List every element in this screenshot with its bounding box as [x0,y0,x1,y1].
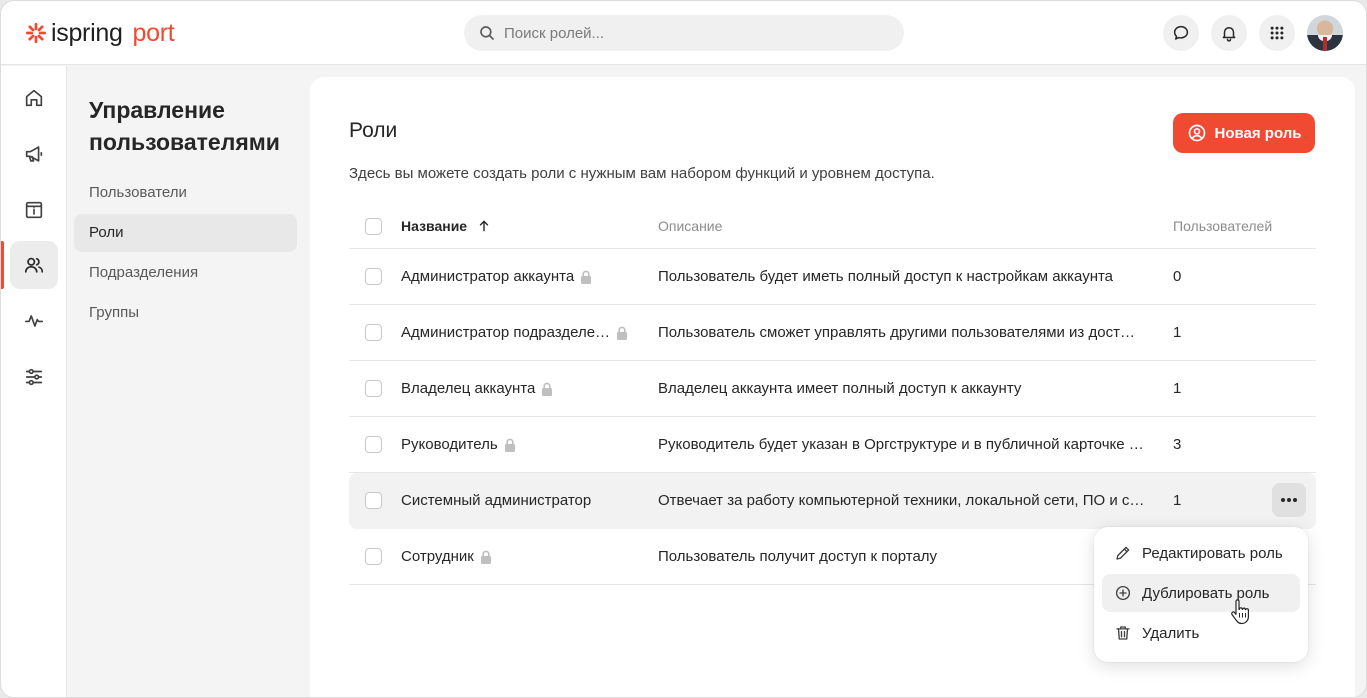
apps-grid-button[interactable] [1259,15,1295,51]
menu-item-label: Редактировать роль [1142,544,1283,562]
left-nav-rail [1,66,67,698]
row-checkbox[interactable] [365,492,382,509]
select-all-checkbox[interactable] [365,218,382,235]
catalog-icon [23,199,45,221]
role-description: Пользователь сможет управлять другими пользователями из дост… [658,324,1135,341]
megaphone-icon [23,143,45,165]
role-description: Пользователь получит доступ к порталу [658,548,938,565]
home-icon [23,87,45,109]
sort-ascending-icon [477,219,491,233]
chat-bubble-icon [1172,24,1190,42]
page-description: Здесь вы можете создать роли с нужным вам набором функций и уровнем доступа. [349,165,935,182]
column-header-name[interactable] [401,203,491,249]
role-description: Пользователь будет иметь полный доступ к настройкам аккаунта [658,268,1114,285]
column-name-label: Название [401,218,468,234]
plus-circle-icon [1114,584,1132,602]
role-users-count: 3 [1173,436,1182,453]
lock-icon [541,382,553,396]
new-role-label: Новая роль [1214,124,1302,142]
hand-cursor-icon [1230,599,1250,625]
more-horizontal-icon [1280,497,1298,503]
sidebar-item-users[interactable]: Пользователи [89,184,187,201]
rail-item-activity[interactable] [10,297,58,345]
menu-item-label: Удалить [1142,624,1200,642]
lock-icon [504,438,516,452]
role-name: Сотрудник [401,548,474,565]
trash-icon [1114,624,1132,642]
role-users-count: 0 [1173,268,1182,285]
logo-asterisk-icon [25,22,47,44]
search-icon [478,24,496,42]
new-role-button[interactable] [1173,113,1315,153]
chat-button[interactable] [1163,15,1199,51]
lock-icon [580,270,592,284]
role-name-cell [401,529,492,585]
row-checkbox[interactable] [365,324,382,341]
user-avatar[interactable] [1307,15,1343,51]
role-name-cell [401,249,592,305]
row-context-menu [1094,527,1308,662]
avatar-tie [1323,37,1327,51]
role-description: Владелец аккаунта имеет полный доступ к аккаунту [658,380,1022,397]
activity-icon [23,310,45,332]
row-checkbox[interactable] [365,268,382,285]
rail-item-news[interactable] [10,130,58,178]
role-users-count: 1 [1173,380,1182,397]
row-checkbox[interactable] [365,436,382,453]
row-checkbox[interactable] [365,548,382,565]
role-name-cell [401,473,591,529]
page-title: Роли [349,119,398,142]
sidebar-item-departments[interactable]: Подразделения [89,264,199,281]
table-row[interactable] [349,417,1316,473]
table-header [349,203,1316,249]
menu-item-duplicate-role[interactable] [1102,574,1300,612]
rail-item-catalog[interactable] [10,186,58,234]
search-box[interactable] [464,15,904,51]
logo[interactable] [25,17,174,49]
apps-grid-icon [1268,24,1286,42]
rail-item-users[interactable] [10,241,58,289]
role-name: Администратор аккаунта [401,268,575,285]
role-name: Системный администратор [401,492,592,509]
column-header-description: Описание [658,218,723,234]
role-name-cell [401,305,628,361]
role-users-count: 1 [1173,492,1182,509]
menu-item-label: Дублировать роль [1142,584,1270,602]
column-header-users: Пользователей [1173,218,1273,234]
table-row[interactable] [349,361,1316,417]
search-input[interactable] [504,25,884,42]
notifications-button[interactable] [1211,15,1247,51]
role-name-cell [401,417,516,473]
rail-item-home[interactable] [10,74,58,122]
menu-item-edit-role[interactable] [1102,534,1300,572]
pencil-icon [1114,544,1132,562]
sidebar-item-roles[interactable]: Роли [74,214,297,252]
role-name: Владелец аккаунта [401,380,536,397]
row-checkbox[interactable] [365,380,382,397]
top-header [1,1,1366,65]
role-description: Отвечает за работу компьютерной техники, локальной сети, ПО и с… [658,492,1145,509]
role-name: Администратор подразделе… [401,324,611,341]
user-circle-icon [1187,123,1207,143]
table-row-hovered[interactable] [349,473,1316,529]
role-name-cell [401,361,553,417]
role-users-count: 1 [1173,324,1182,341]
table-row[interactable] [349,305,1316,361]
row-more-button[interactable] [1272,483,1306,517]
logo-text-ispring: ispring [51,18,123,47]
lock-icon [616,326,628,340]
section-title: Управление пользователями [89,97,280,155]
menu-item-delete[interactable] [1102,614,1300,652]
section-sidebar [67,66,310,698]
settings-sliders-icon [23,366,45,388]
lock-icon [480,550,492,564]
rail-active-indicator [1,241,4,289]
users-icon [23,254,45,276]
logo-text-port: port [132,18,175,47]
role-description: Руководитель будет указан в Оргструктуре и в публичной карточке … [658,436,1144,453]
table-row[interactable] [349,249,1316,305]
sidebar-item-groups[interactable]: Группы [89,304,139,321]
rail-item-settings[interactable] [10,353,58,401]
bell-icon [1220,24,1238,42]
role-name: Руководитель [401,436,498,453]
